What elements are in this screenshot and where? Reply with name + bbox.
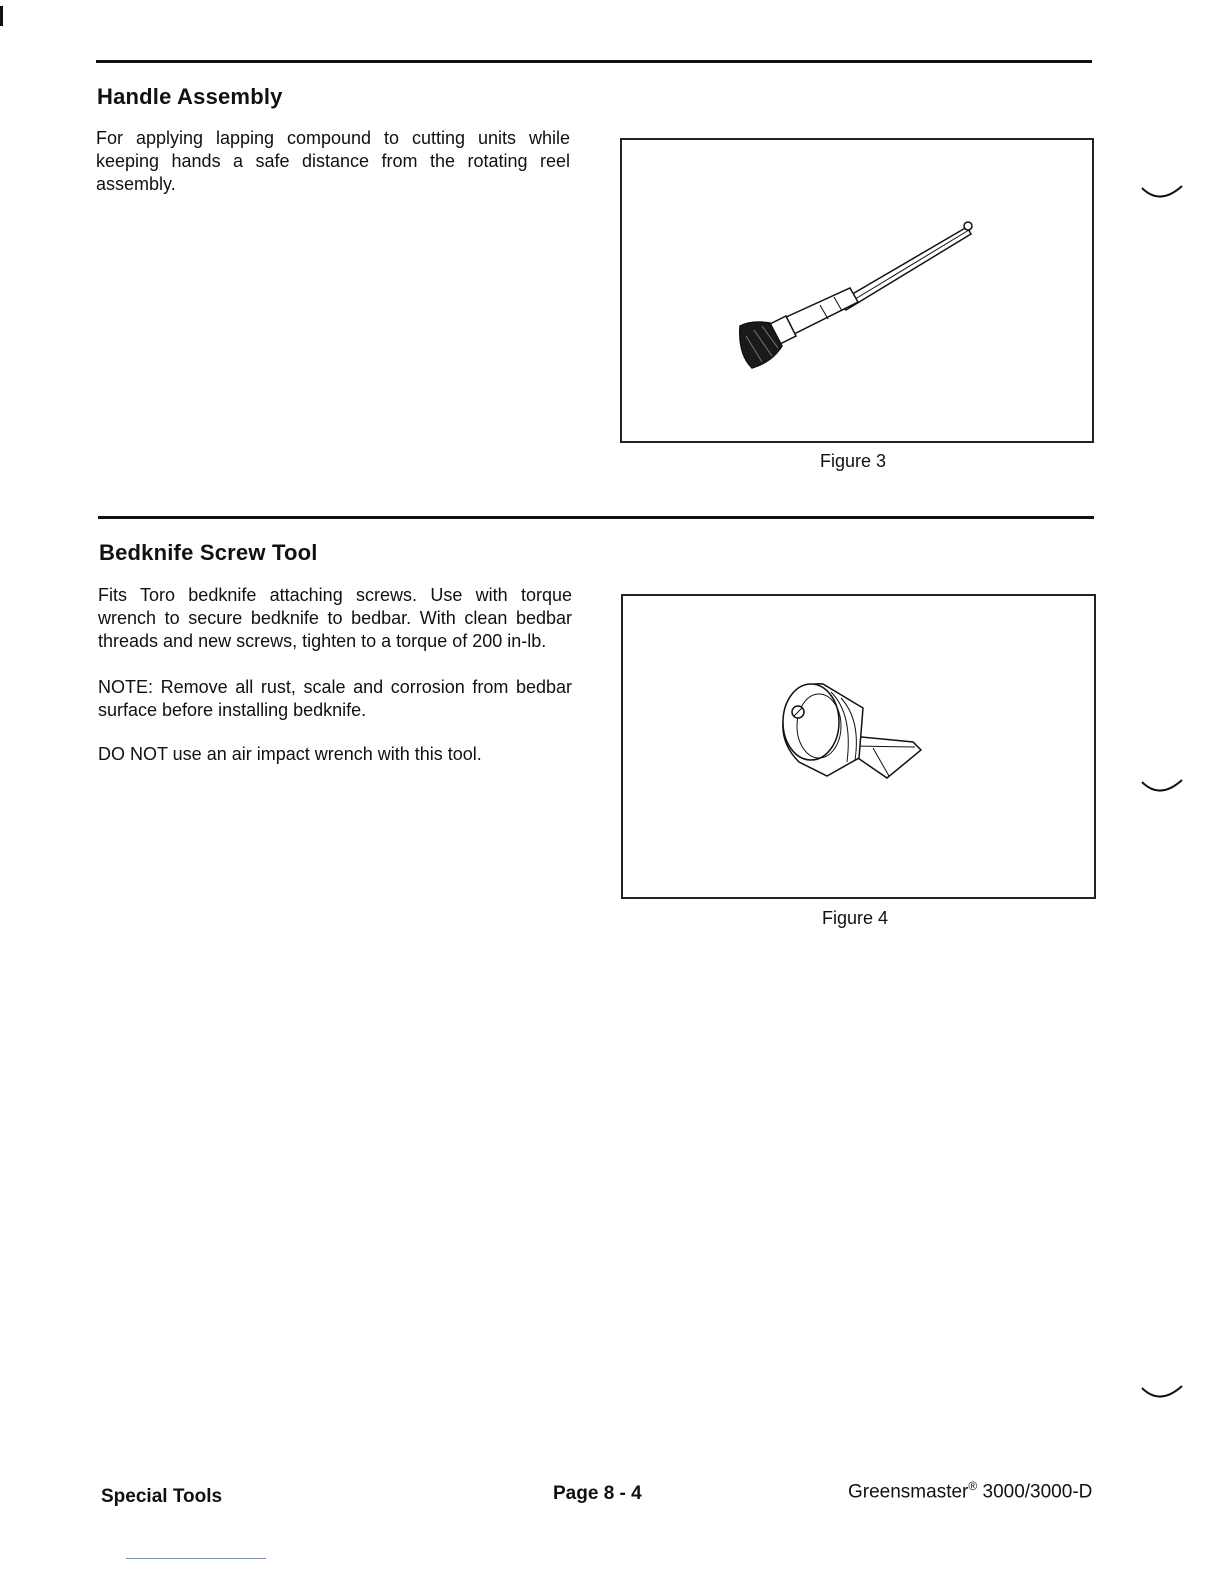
figure-4-frame — [621, 594, 1096, 899]
bottom-edge-line — [126, 1558, 266, 1559]
section-rule-1 — [96, 60, 1092, 63]
footer-section-title: Special Tools — [101, 1486, 223, 1507]
registered-mark: ® — [968, 1479, 978, 1493]
footer-product-model: 3000/3000-D — [982, 1481, 1093, 1503]
margin-mark-icon — [1140, 778, 1184, 798]
section-note: NOTE: Remove all rust, scale and corrosion from bedbar surface before installing bedknife. — [98, 677, 572, 720]
section-paragraph: For applying lapping compound to cutting units while keeping hands a safe distance from the rotating reel assembly. — [96, 128, 570, 194]
footer-page-number: Page 8 - 4 — [553, 1483, 642, 1504]
figure-3-frame — [620, 138, 1094, 443]
brush-illustration — [622, 140, 1092, 441]
bedknife-screw-tool-illustration — [623, 596, 1094, 897]
section-rule-2 — [98, 516, 1094, 519]
section-heading-handle-assembly: Handle Assembly — [97, 84, 283, 109]
figure-3-caption: Figure 3 — [820, 451, 887, 471]
section-warning: DO NOT use an air impact wrench with this tool. — [98, 744, 482, 764]
figure-4-caption: Figure 4 — [822, 908, 889, 928]
margin-mark-icon — [1140, 1384, 1184, 1404]
section-heading-bedknife-screw-tool: Bedknife Screw Tool — [99, 540, 318, 565]
margin-tick — [0, 6, 3, 26]
footer-product-brand: Greensmaster — [848, 1481, 969, 1503]
margin-mark-icon — [1140, 184, 1184, 204]
footer-product-name — [848, 1479, 1092, 1503]
section-paragraph: Fits Toro bedknife attaching screws. Use with torque wrench to secure bedknife to bedbar. With clean bedbar threads and new screws, tighten to a torque of 200 in-lb. — [98, 585, 572, 651]
